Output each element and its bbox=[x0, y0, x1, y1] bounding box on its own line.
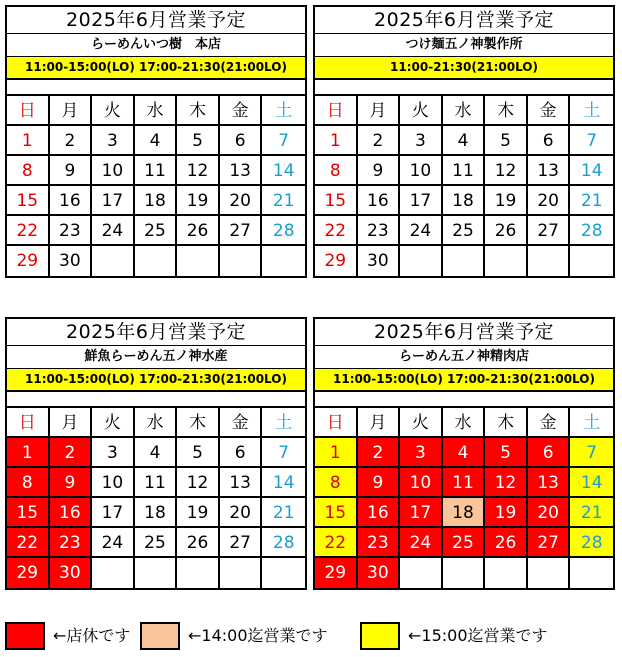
day-cell: 3 bbox=[92, 438, 135, 468]
day-cell: 17 bbox=[400, 186, 443, 216]
day-cell: 4 bbox=[443, 126, 486, 156]
day-cell: 20 bbox=[220, 498, 263, 528]
day-cell: 25 bbox=[135, 528, 178, 558]
empty-cell bbox=[262, 246, 305, 276]
day-cell: 13 bbox=[220, 468, 263, 498]
day-cell: 8 bbox=[7, 468, 50, 498]
day-cell: 16 bbox=[50, 186, 93, 216]
weekday-header: 火 bbox=[400, 96, 443, 126]
legend bbox=[5, 620, 617, 652]
panel-spacer bbox=[315, 80, 613, 96]
day-cell: 10 bbox=[92, 468, 135, 498]
day-cell: 27 bbox=[528, 528, 571, 558]
empty-cell bbox=[262, 558, 305, 588]
calendar-panel-suisan bbox=[5, 317, 307, 590]
day-cell: 29 bbox=[315, 558, 358, 588]
day-cell: 11 bbox=[135, 156, 178, 186]
weekday-header: 金 bbox=[528, 408, 571, 438]
day-cell: 16 bbox=[358, 186, 401, 216]
day-cell: 19 bbox=[485, 186, 528, 216]
panel-title: 2025年6月営業予定 bbox=[7, 319, 305, 346]
day-cell: 9 bbox=[50, 468, 93, 498]
weekday-header: 土 bbox=[262, 96, 305, 126]
day-cell: 20 bbox=[220, 186, 263, 216]
weekday-header: 月 bbox=[50, 96, 93, 126]
weekday-header: 金 bbox=[220, 96, 263, 126]
empty-cell bbox=[135, 558, 178, 588]
day-cell: 18 bbox=[443, 498, 486, 528]
empty-cell bbox=[485, 558, 528, 588]
day-cell: 25 bbox=[135, 216, 178, 246]
day-cell: 1 bbox=[315, 126, 358, 156]
day-cell: 20 bbox=[528, 186, 571, 216]
day-cell: 22 bbox=[315, 216, 358, 246]
day-cell: 2 bbox=[358, 126, 401, 156]
day-cell: 18 bbox=[135, 498, 178, 528]
day-cell: 15 bbox=[315, 498, 358, 528]
legend-until14-label: ←14:00迄営業です bbox=[188, 626, 328, 645]
day-cell: 2 bbox=[358, 438, 401, 468]
day-cell: 14 bbox=[570, 156, 613, 186]
legend-until15-label: ←15:00迄営業です bbox=[408, 626, 548, 645]
weekday-header: 木 bbox=[177, 408, 220, 438]
day-cell: 29 bbox=[7, 246, 50, 276]
day-cell: 21 bbox=[570, 186, 613, 216]
calendar-panel-honten bbox=[5, 5, 307, 278]
weekday-header: 木 bbox=[177, 96, 220, 126]
day-cell: 30 bbox=[50, 558, 93, 588]
empty-cell bbox=[135, 246, 178, 276]
day-cell: 1 bbox=[7, 438, 50, 468]
weekday-header: 土 bbox=[570, 96, 613, 126]
day-cell: 1 bbox=[7, 126, 50, 156]
day-cell: 6 bbox=[220, 126, 263, 156]
empty-cell bbox=[443, 246, 486, 276]
store-name: 鮮魚らーめん五ノ神水産 bbox=[7, 346, 305, 369]
day-cell: 14 bbox=[570, 468, 613, 498]
store-name: らーめん五ノ神精肉店 bbox=[315, 346, 613, 369]
day-cell: 23 bbox=[50, 528, 93, 558]
weekday-header: 水 bbox=[135, 408, 178, 438]
day-cell: 23 bbox=[358, 528, 401, 558]
day-cell: 23 bbox=[358, 216, 401, 246]
empty-cell bbox=[570, 246, 613, 276]
weekday-header: 月 bbox=[358, 408, 401, 438]
weekday-header: 木 bbox=[485, 408, 528, 438]
day-cell: 13 bbox=[220, 156, 263, 186]
day-cell: 6 bbox=[528, 126, 571, 156]
day-cell: 15 bbox=[7, 186, 50, 216]
weekday-header: 日 bbox=[315, 408, 358, 438]
weekday-header: 水 bbox=[443, 408, 486, 438]
day-cell: 8 bbox=[315, 468, 358, 498]
empty-cell bbox=[443, 558, 486, 588]
empty-cell bbox=[528, 558, 571, 588]
day-cell: 28 bbox=[570, 216, 613, 246]
day-cell: 22 bbox=[7, 528, 50, 558]
day-cell: 15 bbox=[315, 186, 358, 216]
day-cell: 12 bbox=[485, 468, 528, 498]
store-name: つけ麺五ノ神製作所 bbox=[315, 34, 613, 57]
day-cell: 4 bbox=[135, 438, 178, 468]
panel-spacer bbox=[7, 80, 305, 96]
day-cell: 6 bbox=[528, 438, 571, 468]
day-cell: 10 bbox=[92, 156, 135, 186]
day-cell: 16 bbox=[50, 498, 93, 528]
day-cell: 28 bbox=[262, 216, 305, 246]
calendar-grid bbox=[315, 96, 613, 276]
panel-title: 2025年6月営業予定 bbox=[7, 7, 305, 34]
day-cell: 7 bbox=[262, 126, 305, 156]
day-cell: 24 bbox=[400, 216, 443, 246]
weekday-header: 火 bbox=[92, 96, 135, 126]
day-cell: 29 bbox=[7, 558, 50, 588]
day-cell: 21 bbox=[262, 186, 305, 216]
day-cell: 25 bbox=[443, 528, 486, 558]
day-cell: 4 bbox=[135, 126, 178, 156]
day-cell: 30 bbox=[50, 246, 93, 276]
day-cell: 3 bbox=[92, 126, 135, 156]
day-cell: 12 bbox=[177, 468, 220, 498]
day-cell: 10 bbox=[400, 468, 443, 498]
day-cell: 23 bbox=[50, 216, 93, 246]
calendar-panel-seinikuten bbox=[313, 317, 615, 590]
weekday-header: 火 bbox=[92, 408, 135, 438]
day-cell: 3 bbox=[400, 438, 443, 468]
day-cell: 8 bbox=[315, 156, 358, 186]
day-cell: 19 bbox=[177, 186, 220, 216]
business-hours: 11:00-15:00(LO) 17:00-21:30(21:00LO) bbox=[7, 57, 305, 80]
day-cell: 26 bbox=[485, 528, 528, 558]
weekday-header: 月 bbox=[358, 96, 401, 126]
day-cell: 11 bbox=[135, 468, 178, 498]
weekday-header: 木 bbox=[485, 96, 528, 126]
day-cell: 26 bbox=[177, 216, 220, 246]
day-cell: 9 bbox=[358, 156, 401, 186]
empty-cell bbox=[177, 246, 220, 276]
empty-cell bbox=[485, 246, 528, 276]
day-cell: 9 bbox=[50, 156, 93, 186]
day-cell: 21 bbox=[570, 498, 613, 528]
legend-until14-swatch bbox=[140, 622, 180, 650]
day-cell: 1 bbox=[315, 438, 358, 468]
day-cell: 22 bbox=[7, 216, 50, 246]
day-cell: 2 bbox=[50, 438, 93, 468]
empty-cell bbox=[220, 246, 263, 276]
day-cell: 14 bbox=[262, 468, 305, 498]
day-cell: 25 bbox=[443, 216, 486, 246]
empty-cell bbox=[528, 246, 571, 276]
day-cell: 10 bbox=[400, 156, 443, 186]
day-cell: 17 bbox=[92, 186, 135, 216]
day-cell: 4 bbox=[443, 438, 486, 468]
day-cell: 12 bbox=[485, 156, 528, 186]
day-cell: 19 bbox=[177, 498, 220, 528]
weekday-header: 月 bbox=[50, 408, 93, 438]
calendar-panel-seisakusho bbox=[313, 5, 615, 278]
legend-closed-swatch bbox=[5, 622, 45, 650]
day-cell: 20 bbox=[528, 498, 571, 528]
day-cell: 27 bbox=[220, 528, 263, 558]
day-cell: 22 bbox=[315, 528, 358, 558]
day-cell: 18 bbox=[135, 186, 178, 216]
day-cell: 16 bbox=[358, 498, 401, 528]
day-cell: 26 bbox=[177, 528, 220, 558]
business-hours: 11:00-15:00(LO) 17:00-21:30(21:00LO) bbox=[7, 369, 305, 392]
panel-title: 2025年6月営業予定 bbox=[315, 319, 613, 346]
business-hours: 11:00-15:00(LO) 17:00-21:30(21:00LO) bbox=[315, 369, 613, 392]
day-cell: 5 bbox=[177, 126, 220, 156]
calendar-grid bbox=[7, 408, 305, 588]
day-cell: 12 bbox=[177, 156, 220, 186]
weekday-header: 火 bbox=[400, 408, 443, 438]
weekday-header: 水 bbox=[443, 96, 486, 126]
day-cell: 17 bbox=[92, 498, 135, 528]
day-cell: 24 bbox=[400, 528, 443, 558]
empty-cell bbox=[570, 558, 613, 588]
day-cell: 7 bbox=[262, 438, 305, 468]
empty-cell bbox=[400, 558, 443, 588]
empty-cell bbox=[92, 246, 135, 276]
day-cell: 27 bbox=[220, 216, 263, 246]
weekday-header: 土 bbox=[262, 408, 305, 438]
empty-cell bbox=[400, 246, 443, 276]
weekday-header: 金 bbox=[528, 96, 571, 126]
day-cell: 5 bbox=[485, 438, 528, 468]
day-cell: 19 bbox=[485, 498, 528, 528]
day-cell: 7 bbox=[570, 126, 613, 156]
day-cell: 27 bbox=[528, 216, 571, 246]
day-cell: 13 bbox=[528, 468, 571, 498]
day-cell: 8 bbox=[7, 156, 50, 186]
day-cell: 5 bbox=[177, 438, 220, 468]
legend-until15-swatch bbox=[360, 622, 400, 650]
business-hours: 11:00-21:30(21:00LO) bbox=[315, 57, 613, 80]
day-cell: 5 bbox=[485, 126, 528, 156]
day-cell: 30 bbox=[358, 246, 401, 276]
day-cell: 24 bbox=[92, 528, 135, 558]
day-cell: 28 bbox=[570, 528, 613, 558]
day-cell: 11 bbox=[443, 156, 486, 186]
empty-cell bbox=[92, 558, 135, 588]
store-name: らーめんいつ樹 本店 bbox=[7, 34, 305, 57]
day-cell: 29 bbox=[315, 246, 358, 276]
empty-cell bbox=[177, 558, 220, 588]
day-cell: 11 bbox=[443, 468, 486, 498]
empty-cell bbox=[220, 558, 263, 588]
panel-spacer bbox=[7, 392, 305, 408]
day-cell: 13 bbox=[528, 156, 571, 186]
day-cell: 15 bbox=[7, 498, 50, 528]
day-cell: 30 bbox=[358, 558, 401, 588]
weekday-header: 日 bbox=[315, 96, 358, 126]
weekday-header: 日 bbox=[7, 408, 50, 438]
weekday-header: 金 bbox=[220, 408, 263, 438]
day-cell: 28 bbox=[262, 528, 305, 558]
day-cell: 14 bbox=[262, 156, 305, 186]
calendar-grid bbox=[7, 96, 305, 276]
weekday-header: 水 bbox=[135, 96, 178, 126]
weekday-header: 日 bbox=[7, 96, 50, 126]
panel-title: 2025年6月営業予定 bbox=[315, 7, 613, 34]
weekday-header: 土 bbox=[570, 408, 613, 438]
day-cell: 17 bbox=[400, 498, 443, 528]
calendar-grid bbox=[315, 408, 613, 588]
legend-closed-label: ←店休です bbox=[53, 626, 131, 645]
day-cell: 9 bbox=[358, 468, 401, 498]
day-cell: 26 bbox=[485, 216, 528, 246]
day-cell: 21 bbox=[262, 498, 305, 528]
panel-spacer bbox=[315, 392, 613, 408]
day-cell: 6 bbox=[220, 438, 263, 468]
day-cell: 7 bbox=[570, 438, 613, 468]
day-cell: 24 bbox=[92, 216, 135, 246]
day-cell: 3 bbox=[400, 126, 443, 156]
day-cell: 2 bbox=[50, 126, 93, 156]
day-cell: 18 bbox=[443, 186, 486, 216]
